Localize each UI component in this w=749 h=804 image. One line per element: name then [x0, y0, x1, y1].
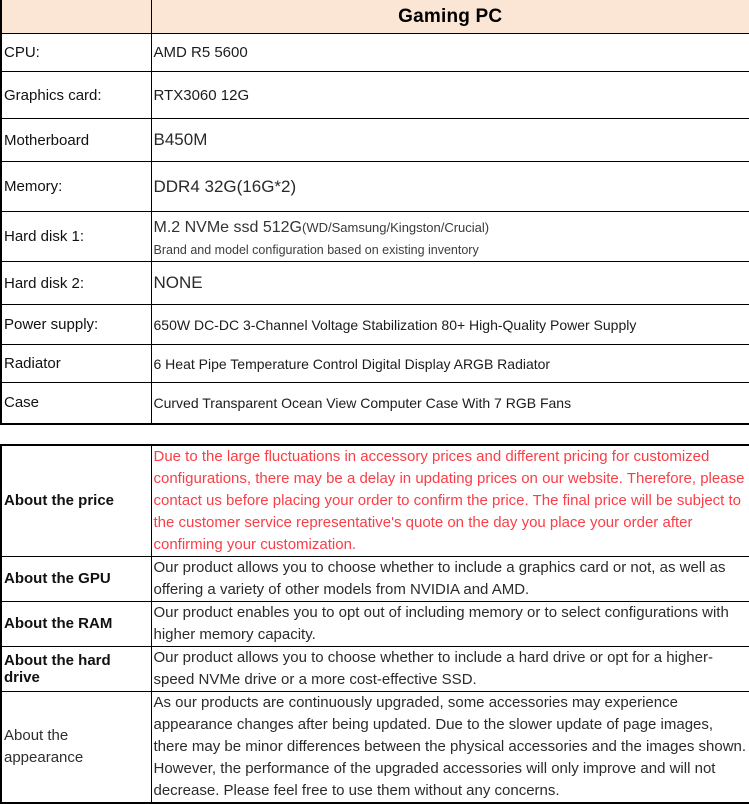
- hard-disk-1-main-text: [154, 218, 748, 238]
- notes-table: [0, 444, 749, 804]
- spec-row-motherboard: [1, 119, 749, 162]
- spec-label-radiator: Radiator: [1, 345, 151, 383]
- spec-label-hard-disk-2: Hard disk 2:: [1, 262, 151, 305]
- note-row-price: [1, 445, 749, 557]
- note-label-hard-drive: About the hard drive: [1, 646, 151, 691]
- note-text-hard-drive: Our product allows you to choose whether to include a hard drive or opt for a higher-speed NVMe drive or a more cost-effective SSD.: [151, 646, 749, 691]
- hard-disk-1-model: M.2 NVMe ssd 512G: [153, 218, 302, 236]
- note-text-gpu: Our product allows you to choose whether to include a graphics card or not, as well as offering a variety of other models from NVIDIA and AMD.: [151, 556, 749, 601]
- spec-row-hard-disk-1: [1, 212, 749, 262]
- spec-row-cpu: [1, 34, 749, 72]
- spec-value-memory: DDR4 32G(16G*2): [151, 162, 749, 212]
- spec-label-graphics-card: Graphics card:: [1, 72, 151, 119]
- spec-row-radiator: [1, 345, 749, 383]
- header-empty-cell: [1, 0, 151, 34]
- spec-table-header-row: [1, 0, 749, 34]
- spec-value-hard-disk-1: [151, 212, 749, 262]
- spec-row-memory: [1, 162, 749, 212]
- spec-value-motherboard: B450M: [151, 119, 749, 162]
- note-text-ram: Our product enables you to opt out of including memory or to select configurations with higher memory capacity.: [151, 601, 749, 646]
- note-row-ram: [1, 601, 749, 646]
- spec-row-graphics-card: [1, 72, 749, 119]
- hard-disk-1-note: Brand and model configuration based on existing inventory: [153, 242, 479, 257]
- hard-disk-1-brands: (WD/Samsung/Kingston/Crucial): [302, 219, 490, 235]
- note-label-appearance-text: About the appearance: [4, 726, 84, 766]
- spec-row-power-supply: [1, 305, 749, 345]
- note-label-ram: About the RAM: [1, 601, 151, 646]
- note-row-gpu: [1, 556, 749, 601]
- spec-value-cpu: AMD R5 5600: [151, 34, 749, 72]
- note-label-appearance: [1, 691, 151, 803]
- note-label-gpu: About the GPU: [1, 556, 151, 601]
- note-row-hard-drive: [1, 646, 749, 691]
- spec-label-case: Case: [1, 383, 151, 424]
- spec-row-case: [1, 383, 749, 424]
- page-title: Gaming PC: [151, 0, 749, 34]
- spec-label-hard-disk-1: Hard disk 1:: [1, 212, 151, 262]
- spec-label-power-supply: Power supply:: [1, 305, 151, 345]
- spec-value-power-supply: 650W DC-DC 3-Channel Voltage Stabilization 80+ High-Quality Power Supply: [151, 305, 749, 345]
- note-label-price: About the price: [1, 445, 151, 557]
- spec-label-cpu: CPU:: [1, 34, 151, 72]
- spec-value-graphics-card: RTX3060 12G: [151, 72, 749, 119]
- note-row-appearance: [1, 691, 749, 803]
- spec-value-radiator: 6 Heat Pipe Temperature Control Digital Display ARGB Radiator: [151, 345, 749, 383]
- spec-label-motherboard: Motherboard: [1, 119, 151, 162]
- spec-row-hard-disk-2: [1, 262, 749, 305]
- spec-value-case: Curved Transparent Ocean View Computer Case With 7 RGB Fans: [151, 383, 749, 424]
- spec-value-hard-disk-2: NONE: [151, 262, 749, 305]
- spec-label-memory: Memory:: [1, 162, 151, 212]
- note-text-appearance: As our products are continuously upgraded, some accessories may experience appearance changes after being updated. Due to the slower update of page images, there may be minor differences between the physical accessories and the images shown. However, the performance of the upgraded accessories will only improve and will not decrease. Please feel free to use them without any concerns.: [151, 691, 749, 803]
- note-text-price: Due to the large fluctuations in accessory prices and different pricing for customized configurations, there may be a delay in updating prices on our website. Therefore, please contact us before placing your order to confirm the price. The final price will be subject to the customer service representative's quote on the day you place your order after confirming your customization.: [151, 445, 749, 557]
